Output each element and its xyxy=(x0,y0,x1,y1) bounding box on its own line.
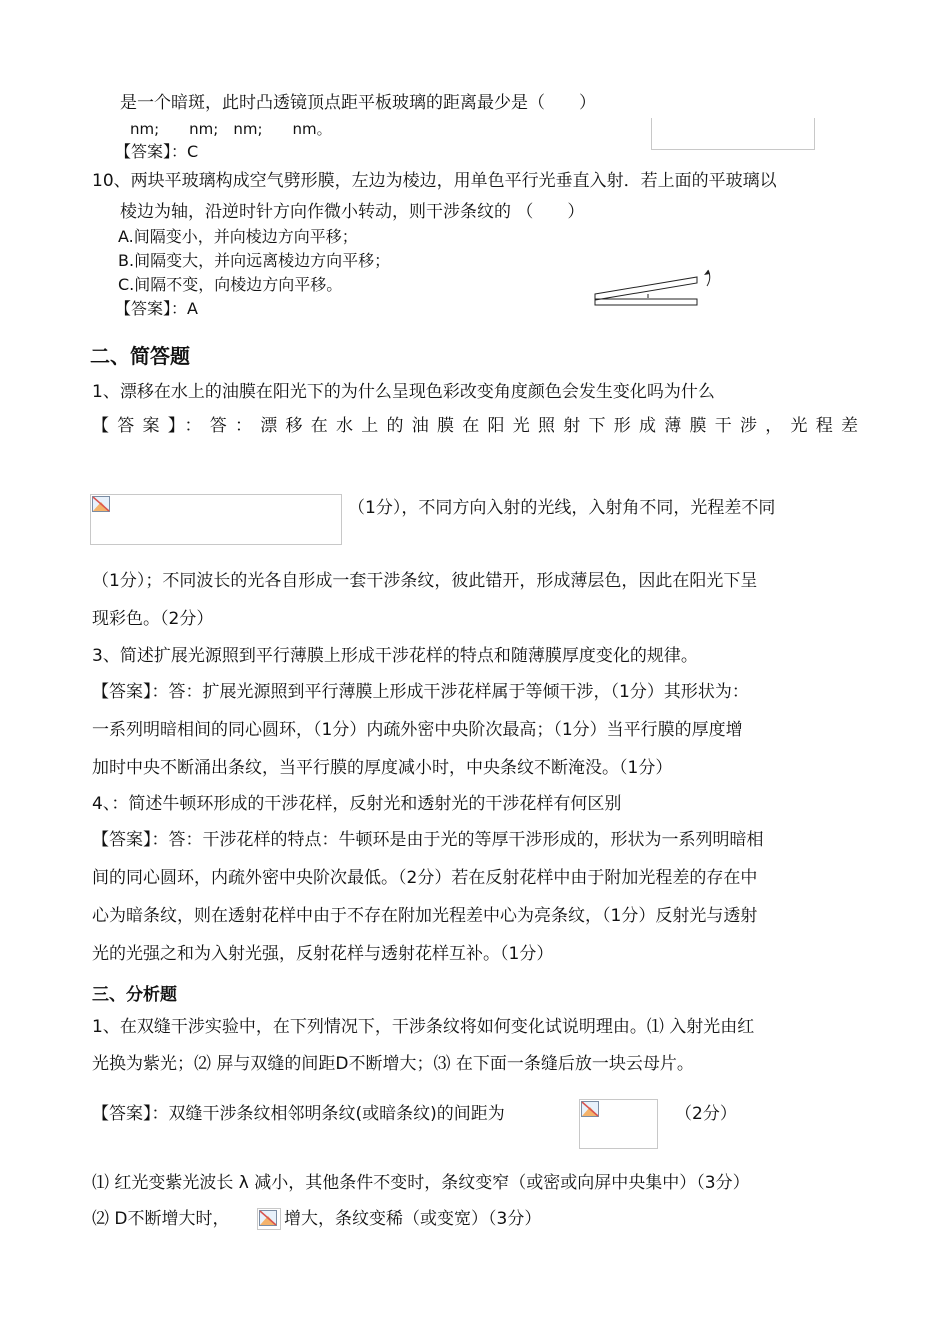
q9-figure-placeholder xyxy=(651,118,815,150)
air-wedge-figure xyxy=(590,266,720,312)
s2-q1-answer-line3: （1分）；不同波长的光各自形成一套干涉条纹，彼此错开，形成薄层色，因此在阳光下呈 xyxy=(92,571,758,591)
s2-q3-answer-line2: 一系列明暗相间的同心圆环，（1分）内疏外密中央阶次最高；（1分）当平行膜的厚度增 xyxy=(92,720,743,740)
s2-q1-answer-line2: （1分），不同方向入射的光线，入射角不同，光程差不同 xyxy=(348,498,776,518)
s2-q1-answer-line4: 现彩色。（2分） xyxy=(92,609,214,629)
s3-q1-question-line1: 1、在双缝干涉实验中，在下列情况下，干涉条纹将如何变化试说明理由。⑴ 入射光由红 xyxy=(92,1017,755,1037)
q10-option-b: B.间隔变大，并向远离棱边方向平移； xyxy=(118,251,391,270)
q9-answer: 【答案】：C xyxy=(115,142,199,161)
s3-q1-item2-pre: ⑵ D不断增大时， xyxy=(92,1209,230,1229)
s3-q1-item2-post: 增大，条纹变稀（或变宽）（3分） xyxy=(284,1209,542,1229)
broken-image-icon xyxy=(259,1210,277,1226)
s3-q1-item1: ⑴ 红光变紫光波长 λ 减小，其他条件不变时，条纹变窄（或密或向屏中央集中）（3分） xyxy=(92,1173,750,1193)
s2-q4-answer-line2: 间的同心圆环，内疏外密中央阶次最低。（2分）若在反射花样中由于附加光程差的存在中 xyxy=(92,868,758,888)
q9-text-line: 是一个暗斑，此时凸透镜顶点距平板玻璃的距离最少是（ ） xyxy=(120,93,596,113)
s2-q1-question: 1、漂移在水上的油膜在阳光下的为什么呈现色彩改变角度颜色会发生变化吗为什么 xyxy=(92,382,715,402)
s2-q3-answer-line1: 【答案】：答：扩展光源照到平行薄膜上形成干涉花样属于等倾干涉，（1分）其形状为： xyxy=(92,682,749,702)
s2-q4-answer-line1: 【答案】：答：干涉花样的特点：牛顿环是由于光的等厚干涉形成的，形状为一系列明暗相 xyxy=(92,830,764,850)
q9-options: nm; nm; nm; nm。 xyxy=(130,120,332,138)
broken-image-icon xyxy=(581,1101,599,1117)
q10-option-a: A.间隔变小，并向棱边方向平移； xyxy=(118,227,358,246)
s2-q4-answer-line4: 光的光强之和为入射光强，反射花样与透射花样互补。（1分） xyxy=(92,944,554,964)
s2-q3-answer-line3: 加时中央不断涌出条纹，当平行膜的厚度减小时，中央条纹不断淹没。（1分） xyxy=(92,758,673,778)
s2-q3-question: 3、简述扩展光源照到平行薄膜上形成干涉花样的特点和随薄膜厚度变化的规律。 xyxy=(92,646,698,666)
s2-q4-question: 4、：简述牛顿环形成的干涉花样，反射光和透射光的干涉花样有何区别 xyxy=(92,794,622,814)
s3-q1-question-line2: 光换为紫光；⑵ 屏与双缝的间距D不断增大；⑶ 在下面一条缝后放一块云母片。 xyxy=(92,1054,694,1074)
section-2-title: 二、简答题 xyxy=(90,344,190,368)
q10-option-c: C.间隔不变，向棱边方向平移。 xyxy=(118,275,343,294)
s3-q1-answer-lead: 【答案】：双缝干涉条纹相邻明条纹(或暗条纹)的间距为 xyxy=(92,1104,505,1124)
s2-q4-answer-line3: 心为暗条纹，则在透射花样中由于不存在附加光程差中心为亮条纹，（1分）反射光与透射 xyxy=(92,906,758,926)
q10-question-line1: 10、两块平玻璃构成空气劈形膜，左边为棱边，用单色平行光垂直入射．若上面的平玻璃以 xyxy=(92,171,777,191)
broken-image-icon xyxy=(92,496,110,512)
s2-q1-answer-line1: 【答案】：答：漂移在水上的油膜在阳光照射下形成薄膜干涉，光程差 xyxy=(92,416,858,436)
s3-q1-answer-score: （2分） xyxy=(675,1104,737,1124)
q10-question-line2: 棱边为轴，沿逆时针方向作微小转动，则干涉条纹的 （ ） xyxy=(120,202,585,222)
section-3-title: 三、分析题 xyxy=(92,985,177,1005)
formula-image-placeholder xyxy=(90,494,342,545)
q10-answer: 【答案】：A xyxy=(115,299,198,318)
